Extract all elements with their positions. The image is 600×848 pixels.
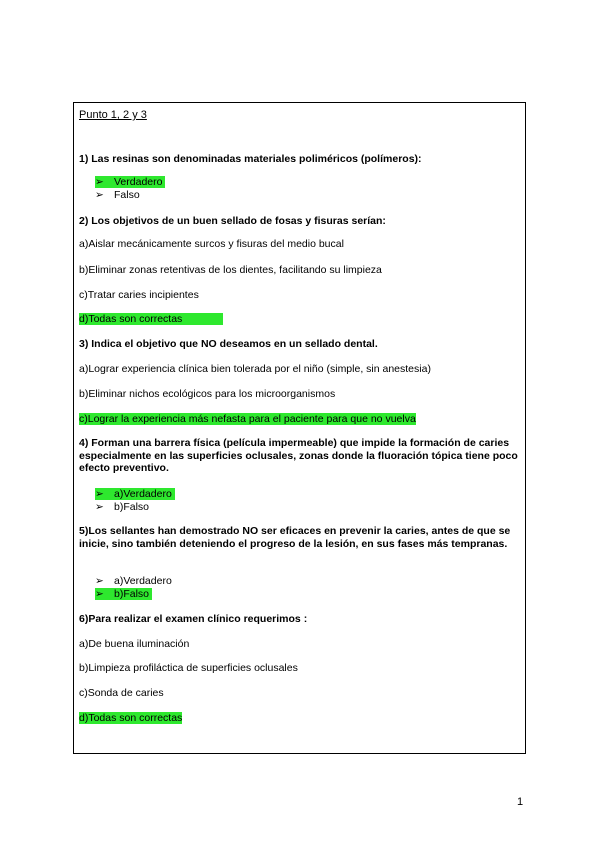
arrow-bullet-icon: ➢ — [95, 176, 104, 188]
page-number: 1 — [517, 796, 524, 808]
q2-option-c: c)Tratar caries incipientes — [79, 289, 199, 301]
question-5: 5)Los sellantes han demostrado NO ser eficaces en prevenir la caries, antes de que se inicie, sino también deteniendo el progreso de la lesión, en sus fases más tempranas. — [79, 525, 511, 550]
question-1: 1) Las resinas son denominadas materiales poliméricos (polímeros): — [79, 153, 422, 165]
q3-option-a: a)Lograr experiencia clínica bien tolerada por el niño (simple, sin anestesia) — [79, 363, 431, 375]
q3-option-c: c)Lograr la experiencia más nefasta para el paciente para que no vuelva — [79, 413, 416, 425]
section-header: Punto 1, 2 y 3 — [79, 109, 147, 121]
arrow-bullet-icon: ➢ — [95, 588, 104, 600]
q6-option-d: d)Todas son correctas — [79, 712, 183, 724]
arrow-bullet-icon: ➢ — [95, 189, 104, 201]
arrow-bullet-icon: ➢ — [95, 488, 104, 500]
arrow-bullet-icon: ➢ — [95, 575, 104, 587]
q6-option-b: b)Limpieza profiláctica de superficies oclusales — [79, 662, 298, 674]
q1-option-b: ➢ Falso — [95, 189, 140, 201]
quiz-frame — [73, 102, 526, 754]
q2-option-a: a)Aislar mecánicamente surcos y fisuras del medio bucal — [79, 238, 344, 250]
q6-option-a: a)De buena iluminación — [79, 638, 190, 650]
q6-option-c: c)Sonda de caries — [79, 687, 164, 699]
q1-option-a: ➢ Verdadero — [95, 176, 165, 189]
q4-option-a: ➢ a)Verdadero — [95, 488, 175, 501]
question-2: 2) Los objetivos de un buen sellado de fosas y fisuras serían: — [79, 215, 386, 227]
question-6: 6)Para realizar el examen clínico requerimos : — [79, 613, 308, 625]
q3-option-b: b)Eliminar nichos ecológicos para los microorganismos — [79, 388, 336, 400]
q2-option-b: b)Eliminar zonas retentivas de los dientes, facilitando su limpieza — [79, 264, 382, 276]
q2-option-d: d)Todas son correctas — [79, 313, 223, 326]
arrow-bullet-icon: ➢ — [95, 501, 104, 513]
q5-option-a: ➢ a)Verdadero — [95, 575, 172, 587]
q5-option-b: ➢ b)Falso — [95, 588, 152, 601]
q4-option-b: ➢ b)Falso — [95, 501, 150, 513]
question-3: 3) Indica el objetivo que NO deseamos en un sellado dental. — [79, 338, 378, 350]
question-4: 4) Forman una barrera física (película impermeable) que impide la formación de caries especialmente en las superficies oclusales, zonas donde la fluoración tópica tiene poco efecto preventivo. — [79, 437, 518, 474]
